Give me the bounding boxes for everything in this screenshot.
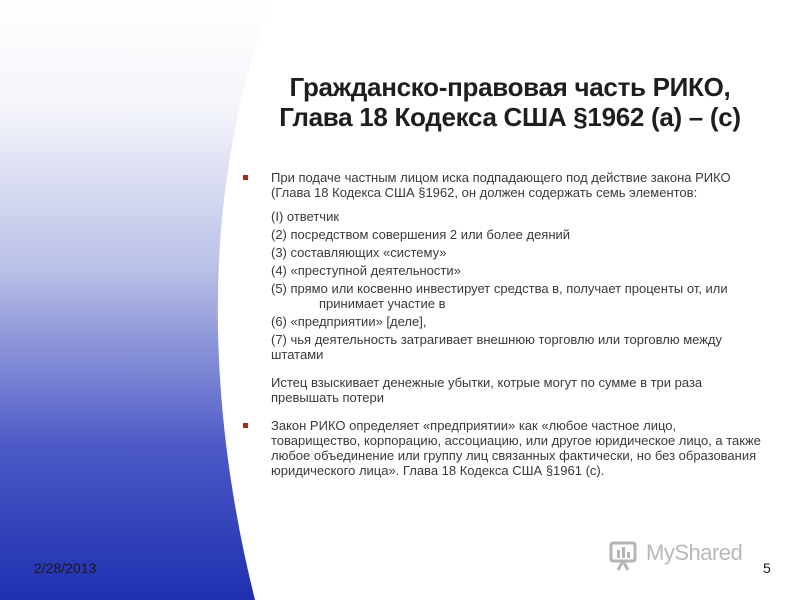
bullet-line: юридического лица». Глава 18 Кодекса США §1961 (с). <box>271 463 605 478</box>
bullet-item <box>243 418 763 478</box>
square-bullet-icon <box>243 423 248 428</box>
element-item: (3) составляющих «систему» <box>271 245 447 260</box>
element-item: (2) посредством совершения 2 или более деяний <box>271 227 571 242</box>
presentation-board-icon <box>608 538 642 572</box>
element-line: (7) чья деятельность затрагивает внешнюю торговлю или торговлю между <box>271 332 723 347</box>
slide-title <box>240 72 780 132</box>
myshared-logo[interactable] <box>608 538 758 572</box>
element-item: (6) «предприятии» [деле], <box>271 314 427 329</box>
elements-list <box>271 209 763 405</box>
bullet-line: Закон РИКО определяет «предприятии» как «любое частное лицо, <box>271 418 677 433</box>
slide-date: 2/28/2013 <box>34 560 97 576</box>
bullet-line: любое объединение или группу лиц связанных фактически, но без образования <box>271 448 757 463</box>
title-line-1: Гражданско-правовая часть РИКО, <box>289 72 731 102</box>
bullet-item <box>243 170 763 200</box>
logo-text: MyShared <box>646 540 743 565</box>
title-line-2: Глава 18 Кодекса США §1962 (а) – (с) <box>279 102 741 132</box>
damages-line: Истец взыскивает денежные убытки, котрые могут по сумме в три раза <box>271 375 703 390</box>
square-bullet-icon <box>243 175 248 180</box>
element-item: (I) ответчик <box>271 209 340 224</box>
element-line: штатами <box>271 347 324 362</box>
damages-line: превышать потери <box>271 390 384 405</box>
element-line: принимает участие в <box>319 296 446 311</box>
bullet-line: При подаче частным лицом иска подпадающего под действие закона РИКО <box>271 170 731 185</box>
bullet-line: товарищество, корпорацию, ассоциацию, или другое юридическое лицо, а также <box>271 433 761 448</box>
element-item <box>271 332 763 362</box>
slide-content <box>243 170 763 478</box>
bullet-line: (Глава 18 Кодекса США §1962, он должен содержать семь элементов: <box>271 185 698 200</box>
page-number: 5 <box>763 560 771 576</box>
element-item <box>271 281 763 311</box>
element-item: (4) «преступной деятельности» <box>271 263 461 278</box>
element-line: (5) прямо или косвенно инвестирует средства в, получает проценты от, или <box>271 281 728 296</box>
